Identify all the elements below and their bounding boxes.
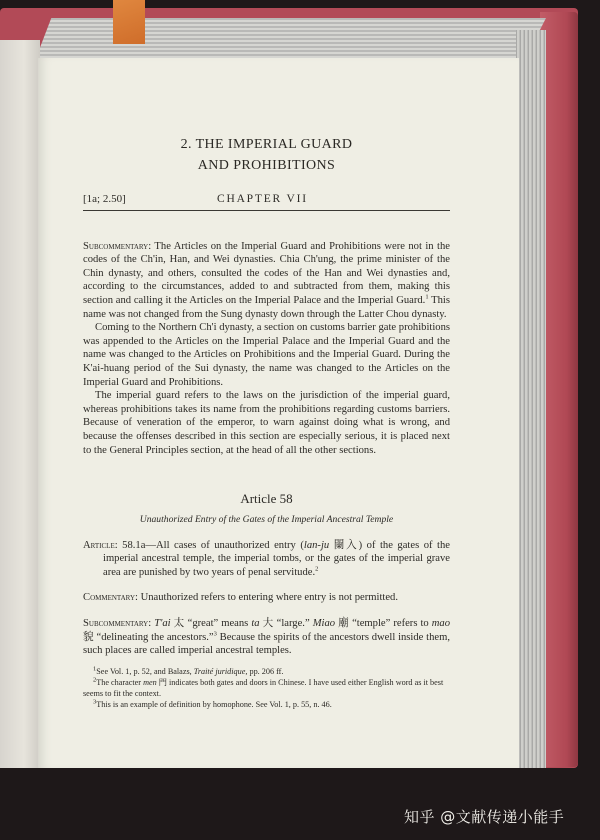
footnote-marker: 1	[425, 293, 429, 301]
book-page	[38, 58, 519, 768]
romanized-term: Miao	[312, 618, 336, 630]
paragraph-text: Because the spirits of the ancestors dwell inside them, such places are called imperial ancestral temples.	[83, 631, 450, 657]
subcommentary-paragraph-2: Coming to the Northern Ch'i dynasty, a section on customs barrier gate prohibitions was appended to the Articles on the Imperial Palace and the Imperial Guard and the name was changed to the Articles on Prohibitions and the Imperial Guard. During the K'ai-huang period of the Sui dynasty, the name was changed to the Articles on the Imperial Guard and Prohibitions.	[83, 322, 450, 388]
article-subtitle: Unauthorized Entry of the Gates of the Imperial Ancestral Temple	[139, 514, 394, 526]
bookmark-ribbon	[113, 0, 145, 44]
chapter-title-line-2: AND PROHIBITIONS	[197, 158, 336, 173]
chapter-label: CHAPTER VII	[217, 193, 308, 205]
paragraph-text: 貌 “delineating the ancestors.”	[83, 631, 214, 643]
footnote-3	[83, 699, 450, 710]
commentary-paragraph	[83, 591, 450, 605]
watermark-text: 知乎 @文献传递小能手	[404, 808, 565, 826]
romanized-term: lan-ju	[303, 539, 330, 551]
footnote-text: This is an example of definition by homophone. See Vol. 1, p. 55, n. 46.	[96, 699, 332, 709]
subcommentary-label: Subcommentary:	[83, 618, 152, 630]
paragraph-text: This name was not changed from the Sung dynasty down through the Latter Chou dynasty.	[83, 294, 450, 320]
chapter-title-line-1: 2. THE IMPERIAL GUARD	[180, 137, 353, 152]
article-label: Article:	[83, 539, 118, 551]
subcommentary-paragraph-article	[83, 617, 450, 658]
romanized-term: T'ai	[154, 618, 171, 630]
paragraph-text: 58.1a—All cases of unauthorized entry (	[117, 539, 304, 551]
page-reference: [1a; 2.50]	[83, 193, 126, 205]
subcommentary-paragraph-3: The imperial guard refers to the laws on the jurisdiction of the imperial guard, whereas prohibitions takes its name from the prohibitions regarding customs barriers. Because of veneration of the emperor, to warn against doing what is wrong, and because the offenses described in this section are especially serious, it is placed next to the General Principles section, at the head of all the other sections.	[83, 390, 450, 456]
paragraph-text: 廟 “temple” refers to	[335, 618, 432, 630]
subcommentary-paragraph-1	[83, 240, 450, 322]
page-content	[83, 134, 450, 710]
chinese-characters: 闌入	[329, 539, 359, 551]
subcommentary-section	[83, 240, 450, 458]
footnote-number: 1	[93, 665, 97, 673]
footnote-1	[83, 666, 450, 677]
footnote-term: men	[143, 677, 157, 687]
paragraph-text: 太 “great” means	[170, 618, 252, 630]
footnote-number: 3	[93, 698, 97, 706]
footnote-marker: 2	[315, 565, 319, 573]
footnote-text: , pp. 206 ff.	[245, 666, 284, 676]
paragraph-text: Unauthorized refers to entering where entry is not permitted.	[137, 592, 398, 604]
footnote-text: See Vol. 1, p. 52, and Balazs,	[96, 666, 194, 676]
footnote-text: The character	[96, 677, 144, 687]
footnote-2	[83, 677, 450, 699]
subcommentary-label: Subcommentary:	[83, 240, 152, 252]
footnote-title: Traité juridique	[193, 666, 246, 676]
paragraph-text: ) of the gates of the imperial ancestral temple, the imperial tombs, or the gates of the imperial grave area are punished by two years of penal servitude.	[103, 539, 450, 578]
page-block-right-edge	[516, 30, 546, 770]
commentary-label: Commentary:	[83, 592, 138, 604]
footnote-marker: 3	[213, 630, 217, 638]
footnotes	[83, 666, 450, 710]
paragraph-text: 大 “large.”	[259, 618, 313, 630]
article-text	[83, 539, 450, 580]
chapter-header-rule	[83, 193, 450, 211]
article-heading: Article 58	[240, 491, 293, 507]
paragraph-text: The Articles on the Imperial Guard and Prohibitions were not in the codes of the Ch'in, Han, and Wei dynasties. Chia Ch'ung, the prime minister of the Chin dynasty, and others, consulted the codes of the Han and Wei dynasties and, according to the circumstances, added to and subtracted from them, making this section and calling it the Articles on the Imperial Palace and the Imperial Guard.	[83, 240, 450, 306]
footnote-text: 門 indicates both gates and doors in Chinese. I have used either English word as it best seems to fit the context.	[83, 677, 444, 698]
background-surface	[0, 768, 600, 840]
romanized-term: ta	[251, 618, 260, 630]
footnote-number: 2	[93, 676, 97, 684]
left-page-edge	[0, 40, 40, 840]
romanized-term: mao	[431, 618, 451, 630]
